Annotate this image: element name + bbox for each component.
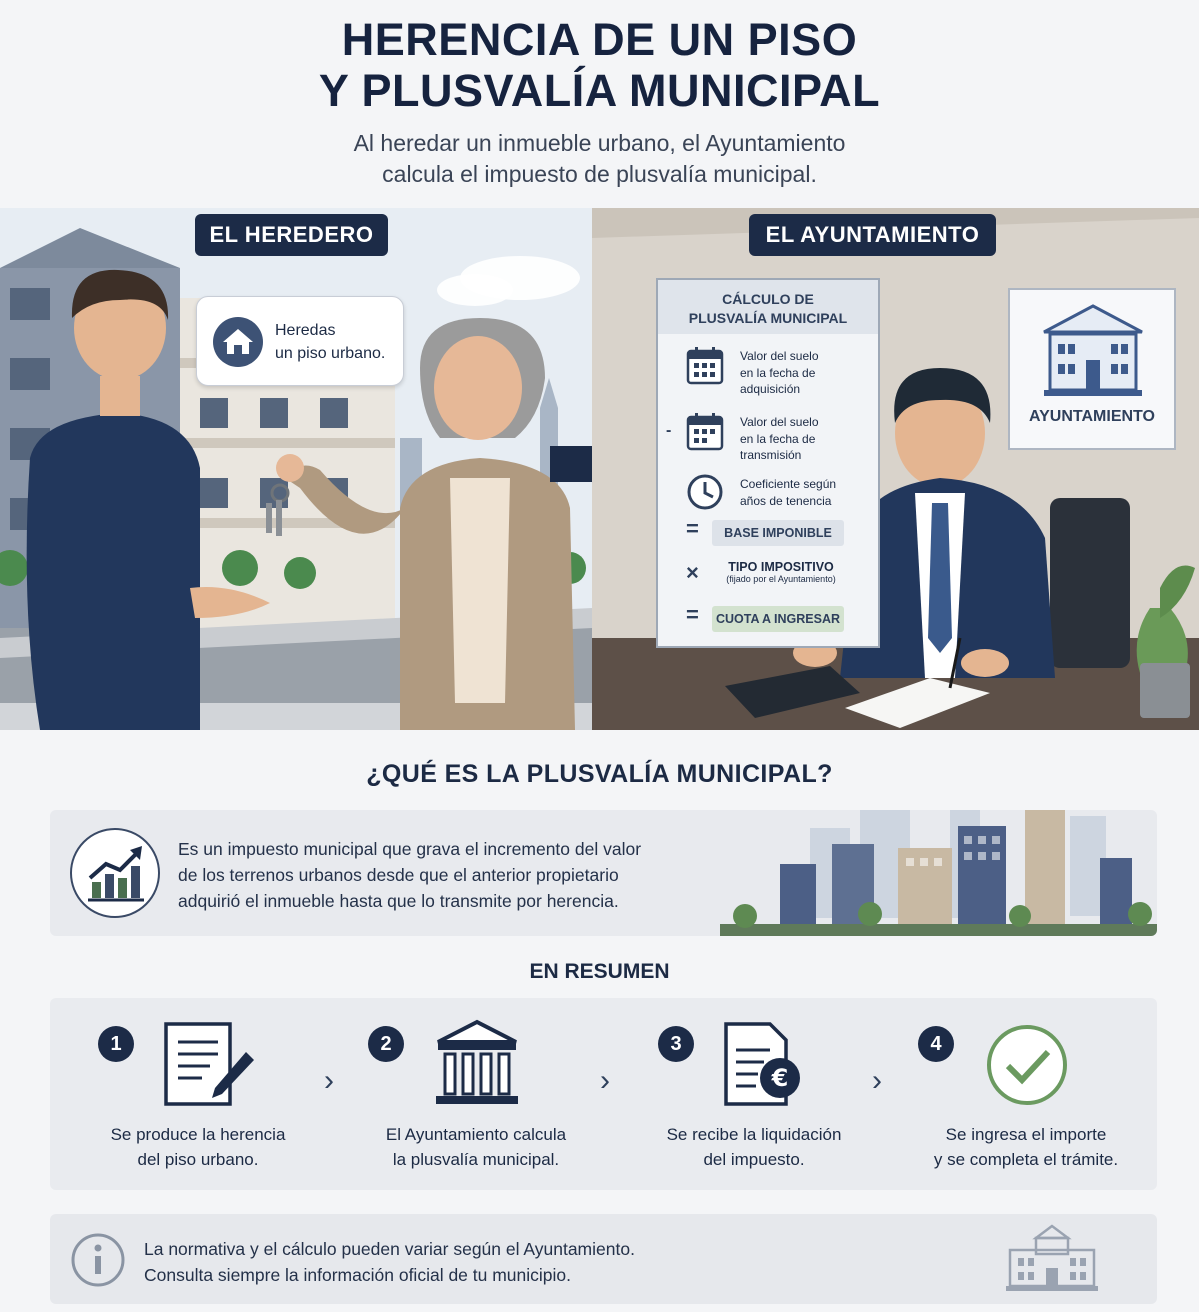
step-1-number: 1	[98, 1026, 134, 1062]
calc-row3-line1: Coeficiente según	[740, 477, 837, 491]
step-4-number: 4	[918, 1026, 954, 1062]
calc-row1-line1: Valor del suelo	[740, 349, 819, 363]
step-3-number: 3	[658, 1026, 694, 1062]
que-es-title: ¿QUÉ ES LA PLUSVALÍA MUNICIPAL?	[366, 760, 833, 788]
calc-row2-line2: en la fecha de	[740, 431, 816, 446]
tipo-label: TIPO IMPOSITIVO	[728, 560, 834, 574]
cuota-box: CUOTA A INGRESAR	[712, 606, 844, 632]
check-circle-icon	[984, 1022, 1070, 1108]
equals-sign: =	[686, 516, 699, 541]
calc-title-line-2: PLUSVALÍA MUNICIPAL	[688, 310, 848, 326]
calc-row1-line2: en la fecha de	[740, 365, 816, 380]
town-hall-icon	[1036, 302, 1150, 402]
que-es-text	[178, 836, 688, 914]
calc-row-transmision	[740, 414, 819, 464]
calc-row-adquisicion	[740, 348, 819, 398]
que-es-line-2: de los terrenos urbanos desde que el anterior propietario	[178, 865, 619, 885]
calc-title-line-1: CÁLCULO DE	[722, 291, 814, 307]
document-pen-icon	[160, 1020, 260, 1110]
town-hall-icon	[1006, 1224, 1098, 1294]
city-skyline-illustration	[720, 810, 1157, 936]
info-line-2: Consulta siempre la información oficial de tu municipio.	[144, 1265, 572, 1285]
minus-sign: -	[666, 422, 672, 439]
step-4-text	[906, 1122, 1146, 1172]
page-title	[0, 14, 1199, 116]
calendar-icon	[686, 346, 724, 386]
calc-row2-line1: Valor del suelo	[740, 415, 819, 429]
info-text	[144, 1236, 635, 1288]
step-2-text	[356, 1122, 596, 1172]
calc-row3-line2: años de tenencia	[740, 493, 832, 508]
sign-label: AYUNTAMIENTO	[1029, 408, 1155, 425]
que-es-card	[50, 810, 1157, 936]
speech-bubble	[196, 296, 404, 386]
title-line-1: HERENCIA DE UN PISO	[341, 14, 858, 65]
calc-row2-line3: transmisión	[740, 448, 802, 462]
calculation-panel	[656, 278, 880, 648]
rising-chart-icon	[70, 828, 160, 918]
euro-document-icon	[720, 1020, 806, 1110]
step-3-line-2: del impuesto.	[703, 1150, 805, 1169]
step-1-line-1: Se produce la herencia	[110, 1125, 286, 1144]
resumen-card	[50, 998, 1157, 1190]
step-4-line-1: Se ingresa el importe	[945, 1125, 1107, 1144]
speech-line-1: Heredas	[275, 322, 336, 339]
calculation-title	[658, 280, 878, 334]
info-note	[50, 1214, 1157, 1304]
calc-row-coeficiente	[740, 476, 836, 509]
calendar-icon	[686, 412, 724, 452]
house-icon	[213, 317, 263, 367]
base-imponible-box: BASE IMPONIBLE	[712, 520, 844, 546]
step-1-line-2: del piso urbano.	[137, 1150, 259, 1169]
ayuntamiento-sign	[1008, 288, 1176, 450]
step-chevron: ›	[872, 1064, 882, 1097]
step-3-line-1: Se recibe la liquidación	[666, 1125, 842, 1144]
equals-sign: =	[686, 602, 699, 627]
info-line-1: La normativa y el cálculo pueden variar según el Ayuntamiento.	[144, 1239, 635, 1259]
step-2-line-2: la plusvalía municipal.	[392, 1150, 560, 1169]
step-4-line-2: y se completa el trámite.	[933, 1150, 1119, 1169]
que-es-line-1: Es un impuesto municipal que grava el incremento del valor	[178, 839, 642, 859]
clock-icon	[686, 472, 724, 512]
page-subtitle	[0, 128, 1199, 190]
speech-text	[275, 319, 385, 365]
title-line-2: Y PLUSVALÍA MUNICIPAL	[318, 65, 881, 116]
heredero-label: EL HEREDERO	[195, 214, 388, 256]
illustration-scene	[0, 208, 1199, 730]
subtitle-line-2: calcula el impuesto de plusvalía municipal.	[382, 161, 817, 187]
subtitle-line-1: Al heredar un inmueble urbano, el Ayuntamiento	[353, 130, 846, 156]
step-2-line-1: El Ayuntamiento calcula	[385, 1125, 567, 1144]
scene-illustration	[0, 208, 1199, 730]
speech-line-2: un piso urbano.	[275, 345, 386, 362]
step-3-text	[634, 1122, 874, 1172]
resumen-title: EN RESUMEN	[529, 960, 670, 983]
town-hall-icon	[434, 1018, 520, 1108]
tipo-note: (fijado por el Ayuntamiento)	[726, 574, 836, 584]
step-chevron: ›	[600, 1064, 610, 1097]
times-sign: ×	[686, 560, 699, 585]
calc-row1-line3: adquisición	[740, 382, 801, 396]
ayuntamiento-label: EL AYUNTAMIENTO	[749, 214, 996, 256]
step-chevron: ›	[324, 1064, 334, 1097]
info-icon	[70, 1232, 126, 1288]
step-1-text	[78, 1122, 318, 1172]
que-es-line-3: adquirió el inmueble hasta que lo transmite por herencia.	[178, 891, 619, 911]
svg-text:€: €	[771, 1064, 789, 1092]
step-2-number: 2	[368, 1026, 404, 1062]
tipo-impositivo	[712, 560, 850, 584]
